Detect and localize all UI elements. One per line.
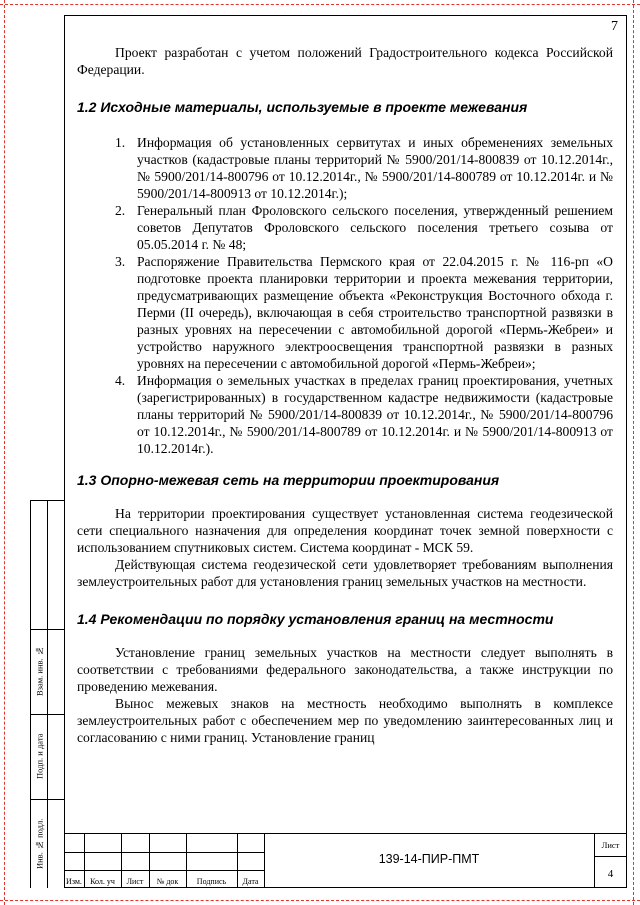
section-1-3-paragraph-2: Действующая система геодезической сети удовлетворяет требованиям выполнения землеустроительных работ для установления границ земельных участков на местности. xyxy=(77,557,613,589)
side-stamp xyxy=(30,500,64,888)
side-stamp-divider xyxy=(47,501,48,888)
title-block-line xyxy=(64,852,264,853)
cut-line-top xyxy=(0,4,640,5)
intro-paragraph: Проект разработан с учетом положений Градостроительного кодекса Российской Федерации. xyxy=(77,45,613,77)
sheet-number: 4 xyxy=(607,868,614,880)
list-item: 3. Распоряжение Правительства Пермского края от 22.04.2015 г. № 116-рп «О подготовке проекта планировки территории и проекта межевания территории, предусматривающих размещение объекта «Реконструкция Восточного обхода г. Перми (II очередь), включающая в себя строительство транспортной развязки в разных уровнях на пересечении с автомобильной дорогой «Пермь-Жебреи» и устройство наружного электроосвещения транспортной развязки в разных уровнях на пересечении с автомобильной дорогой «Пермь-Жебреи»; xyxy=(115,254,613,371)
col-podpis: Подпись xyxy=(196,877,227,886)
col-kol-uch: Кол. уч xyxy=(90,877,115,886)
page-number: 7 xyxy=(611,19,618,34)
col-n-dok: № док xyxy=(156,877,179,886)
cut-line-bottom xyxy=(0,900,640,901)
sheet-label: Лист xyxy=(601,840,620,850)
section-heading-1-2: 1.2 Исходные материалы, используемые в проекте межевания xyxy=(77,99,528,115)
cut-line-left xyxy=(4,0,5,905)
title-block-line xyxy=(594,856,627,857)
source-materials-list xyxy=(77,134,613,457)
title-block-line xyxy=(64,870,264,871)
signature-date-label: Подп. и дата xyxy=(34,733,45,780)
section-heading-1-4: 1.4 Рекомендации по порядку установления границ на местности xyxy=(77,611,554,627)
replaced-inventory-label: Взам. инв. № xyxy=(34,646,45,697)
col-list: Лист xyxy=(126,877,144,886)
original-inventory-label: Инв. № подл. xyxy=(34,818,45,870)
cut-line-right xyxy=(633,0,634,905)
col-izm: Изм. xyxy=(66,877,82,886)
list-item: 2. Генеральный план Фроловского сельского поселения, утвержденный решением советов Депутатов Фроловского сельского поселения третьего созыва от 05.05.2014 г. № 48; xyxy=(115,203,613,252)
section-1-4-paragraph-2: Вынос межевых знаков на местность необходимо выполнять в комплексе землеустроительных работ с обеспечением мер по уведомлению заинтересованных лиц и согласованию с ними границ. Установление границ xyxy=(77,696,613,745)
section-heading-1-3: 1.3 Опорно-межевая сеть на территории проектирования xyxy=(77,472,500,488)
section-1-4-paragraph-1: Установление границ земельных участков на местности следует выполнять в соответствии с требованиями федерального законодательства, а также инструкции по проведению межевания. xyxy=(77,645,613,694)
col-data: Дата xyxy=(242,877,259,886)
document-code: 139-14-ПИР-ПМТ xyxy=(378,852,480,866)
list-item: 1. Информация об установленных сервитутах и иных обременениях земельных участков (кадастровые планы территорий № 5900/201/14-800839 от 10.12.2014г., № 5900/201/14-800796 от 10.12.2014г., № 5900/201/14-800789 от 10.12.2014г. и № 5900/201/14-800913 от 10.12.2014г.); xyxy=(115,135,613,201)
title-block xyxy=(64,833,627,888)
section-1-3-paragraph-1: На территории проектирования существует установленная система геодезической сети специального назначения для определения координат точек земной поверхности с использованием спутниковых систем. Система координат - МСК 59. xyxy=(77,506,613,555)
document-body xyxy=(77,44,613,746)
list-item: 4. Информация о земельных участках в пределах границ проектирования, учетных (зарегистрированных) в государственном кадастре недвижимости (кадастровые планы территорий № 5900/201/14-800839 от 10.12.2014г., № 5900/201/14-800796 от 10.12.2014г., № 5900/201/14-800789 от 10.12.2014г. и № 5900/201/14-800913 от 10.12.2014г.). xyxy=(115,373,613,456)
